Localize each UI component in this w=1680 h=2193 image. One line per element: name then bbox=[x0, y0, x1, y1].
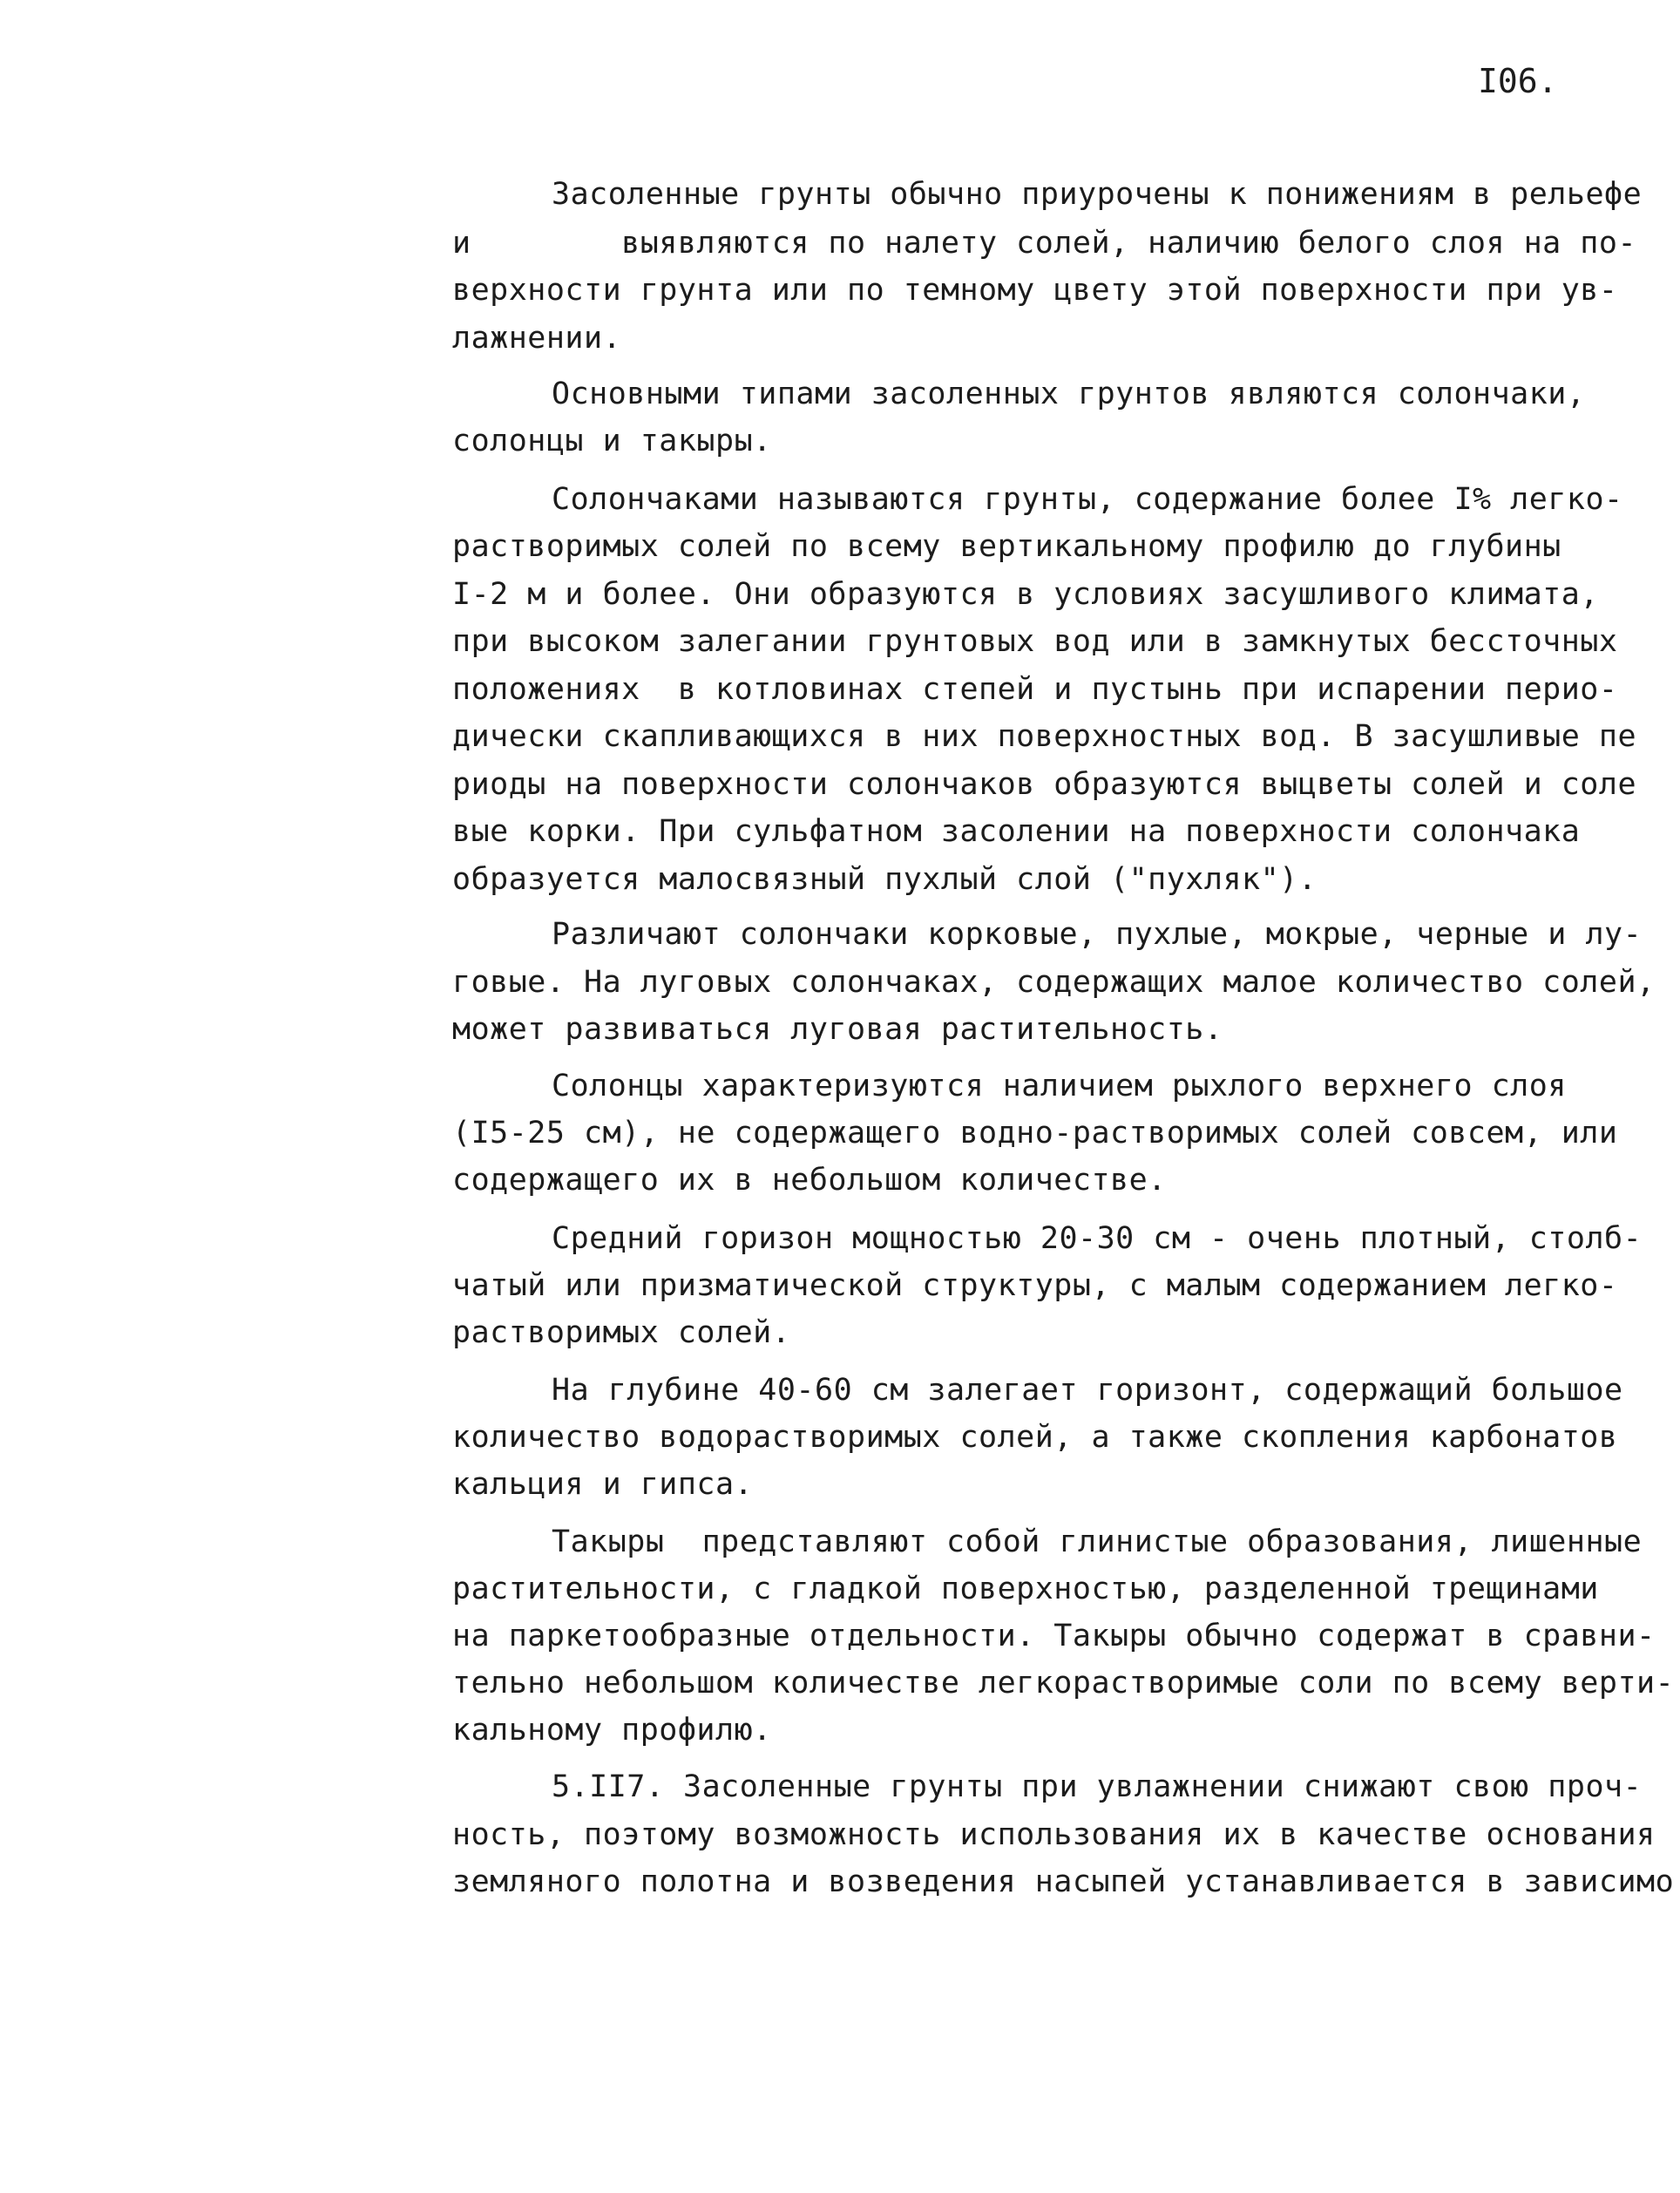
text-line: растворимых солей по всему вертикальному профилю до глубины bbox=[452, 529, 1561, 564]
text-line: земляного полотна и возведения насыпей устанавливается в зависимо bbox=[452, 1864, 1675, 1899]
text-line: ность, поэтому возможность использования их в качестве основания bbox=[452, 1817, 1656, 1852]
text-line: I-2 м и более. Они образуются в условиях засушливого климата, bbox=[452, 577, 1599, 612]
text-line: образуется малосвязный пухлый слой ("пухляк"). bbox=[452, 862, 1318, 897]
text-line: Такыры представляют собой глинистые образования, лишенные bbox=[552, 1524, 1643, 1559]
text-line: растительности, с гладкой поверхностью, разделенной трещинами bbox=[452, 1572, 1599, 1606]
text-line: 5.II7. Засоленные грунты при увлажнении снижают свою проч- bbox=[552, 1769, 1643, 1804]
text-line: Различают солончаки корковые, пухлые, мокрые, черные и лу- bbox=[552, 917, 1643, 952]
text-line: Средний горизон мощностью 20-30 см - очень плотный, столб- bbox=[552, 1221, 1643, 1256]
text-line: Основными типами засоленных грунтов являются солончаки, bbox=[552, 377, 1586, 411]
text-line: на паркетообразные отдельности. Такыры обычно содержат в сравни- bbox=[452, 1619, 1656, 1653]
page-number: I06. bbox=[1478, 62, 1558, 100]
text-line: положениях в котловинах степей и пустынь при испарении перио- bbox=[452, 672, 1618, 707]
text-line: верхности грунта или по темному цвету этой поверхности при ув- bbox=[452, 273, 1618, 308]
text-line: растворимых солей. bbox=[452, 1315, 791, 1350]
text-line: Солонцы характеризуются наличием рыхлого верхнего слоя bbox=[552, 1069, 1567, 1103]
text-line: содержащего их в небольшом количестве. bbox=[452, 1163, 1167, 1198]
text-line: и выявляются по налету солей, наличию белого слоя на по- bbox=[452, 226, 1637, 261]
text-line: кальция и гипса. bbox=[452, 1467, 754, 1502]
text-line: при высоком залегании грунтовых вод или в замкнутых бессточных bbox=[452, 624, 1618, 659]
text-line: чатый или призматической структуры, с малым содержанием легко- bbox=[452, 1268, 1618, 1303]
text-line: солонцы и такыры. bbox=[452, 424, 772, 458]
text-line: лажнении. bbox=[452, 321, 622, 356]
text-line: тельно небольшом количестве легкорастворимые соли по всему верти- bbox=[452, 1666, 1675, 1701]
text-line: количество водорастворимых солей, а также скопления карбонатов bbox=[452, 1420, 1618, 1455]
text-line: говые. На луговых солончаках, содержащих малое количество солей, bbox=[452, 965, 1656, 1000]
text-line: На глубине 40-60 см залегает горизонт, содержащий большое bbox=[552, 1373, 1623, 1408]
text-line: может развиваться луговая растительность. bbox=[452, 1012, 1223, 1047]
text-line: вые корки. При сульфатном засолении на поверхности солончака bbox=[452, 814, 1581, 849]
text-line: Солончаками называются грунты, содержание более I% легко- bbox=[552, 482, 1623, 517]
text-line: риоды на поверхности солончаков образуются выцветы солей и соле bbox=[452, 767, 1637, 802]
text-line: кальному профилю. bbox=[452, 1713, 772, 1748]
text-line: Засоленные грунты обычно приурочены к понижениям в рельефе bbox=[552, 177, 1643, 212]
text-line: (I5-25 см), не содержащего водно-растворимых солей совсем, или bbox=[452, 1116, 1618, 1151]
text-line: дически скапливающихся в них поверхностных вод. В засушливые пе bbox=[452, 719, 1637, 754]
